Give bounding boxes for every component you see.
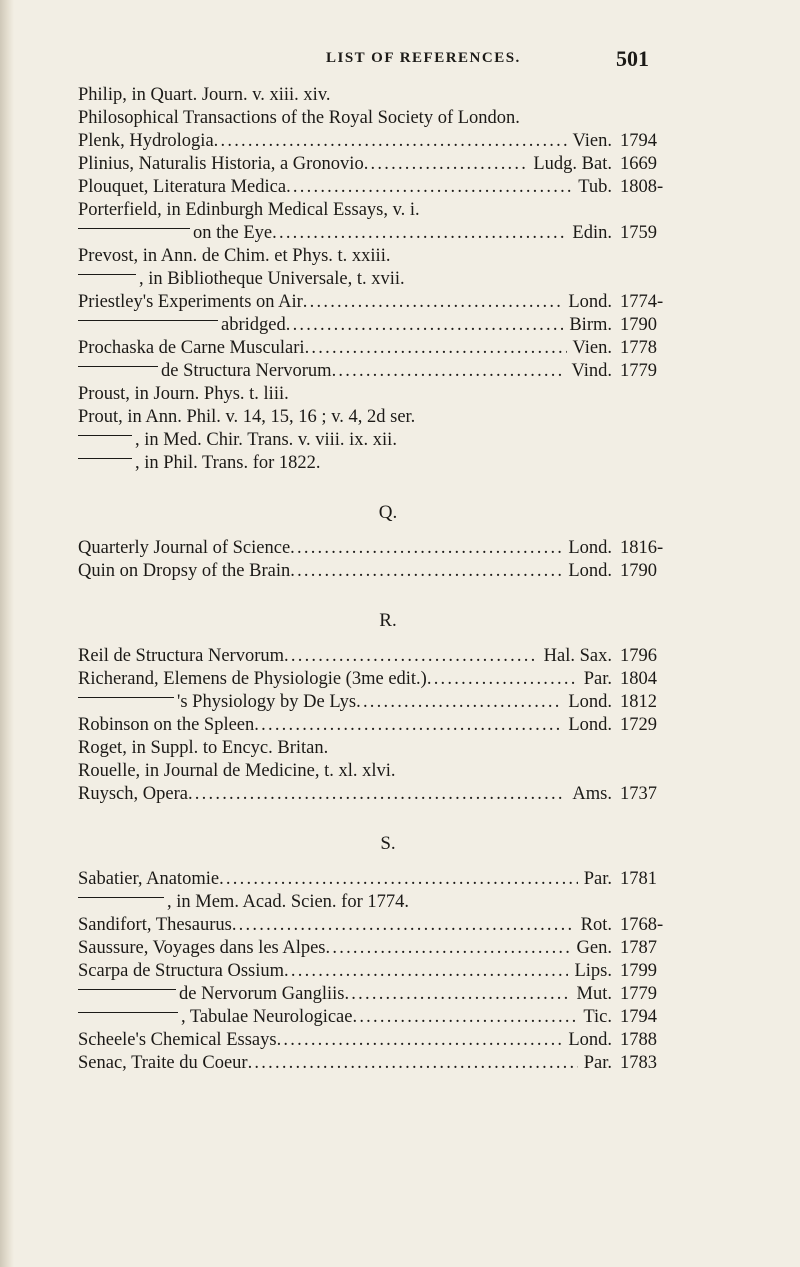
- reference-entry: [78, 337, 678, 360]
- reference-text: [78, 406, 415, 429]
- reference-text: [78, 714, 254, 737]
- dot-leader: [326, 937, 571, 960]
- reference-entry: [78, 760, 678, 783]
- reference-text: [78, 760, 396, 783]
- reference-title: Proust, in Journ. Phys. t. liii.: [78, 384, 289, 404]
- reference-entry: [78, 691, 678, 714]
- reference-text: [78, 668, 427, 691]
- publication-year: 1794: [620, 131, 657, 151]
- publication-year: 1781: [620, 869, 657, 889]
- reference-title: Scarpa de Structura Ossium: [78, 961, 285, 981]
- reference-text: [78, 1052, 248, 1075]
- reference-title: Prout, in Ann. Phil. v. 14, 15, 16 ; v. 4, 2d ser.: [78, 407, 416, 427]
- reference-entry: [78, 268, 678, 291]
- reference-entry: [78, 1052, 678, 1075]
- dot-leader: [284, 645, 538, 668]
- reference-entry: [78, 868, 678, 891]
- publication-place: Par.: [583, 1053, 612, 1073]
- reference-text: [78, 153, 364, 176]
- reference-title: Quarterly Journal of Science: [78, 538, 291, 558]
- page-binding-edge: [0, 0, 14, 1267]
- reference-title: Philip, in Quart. Journ. v. xiii. xiv.: [78, 85, 331, 105]
- reference-text: [78, 130, 214, 153]
- reference-text: [78, 337, 305, 360]
- reference-title: Plenk, Hydrologia: [78, 131, 214, 151]
- dot-leader: [290, 560, 562, 583]
- dot-leader: [284, 960, 568, 983]
- publication-year: 1790: [620, 315, 657, 335]
- reference-title: Ruysch, Opera: [78, 784, 188, 804]
- reference-entry: [78, 222, 678, 245]
- publication-year: 1783: [620, 1053, 657, 1073]
- dot-leader: [286, 176, 572, 199]
- reference-entry: [78, 84, 678, 107]
- dot-leader: [214, 130, 567, 153]
- section-letter-heading: S.: [380, 833, 396, 854]
- reference-entry: [78, 668, 678, 691]
- dot-leader: [352, 1006, 577, 1029]
- dot-leader: [356, 691, 562, 714]
- publication-year: 1774-: [620, 292, 664, 312]
- reference-title: Scheele's Chemical Essays: [78, 1030, 277, 1050]
- reference-title: Richerand, Elemens de Physiologie (3me edit.): [78, 669, 427, 689]
- ditto-dash: [78, 228, 190, 229]
- publication-place: Hal. Sax.: [543, 646, 612, 666]
- publication-place: Vien.: [572, 338, 612, 358]
- reference-text: [78, 360, 332, 383]
- reference-title: , Tabulae Neurologicae: [181, 1007, 353, 1027]
- reference-entry: [78, 199, 678, 222]
- ditto-dash: [78, 989, 176, 990]
- reference-text: [78, 452, 321, 475]
- dot-leader: [344, 983, 570, 1006]
- reference-text: [78, 937, 326, 960]
- publication-year: 1778: [620, 338, 657, 358]
- reference-list: [78, 84, 678, 1075]
- ditto-dash: [78, 274, 136, 275]
- publication-place: Gen.: [576, 938, 612, 958]
- dot-leader: [427, 668, 578, 691]
- reference-text: [78, 537, 290, 560]
- publication-place: Birm.: [569, 315, 612, 335]
- reference-entry: [78, 245, 678, 268]
- reference-entry: [78, 645, 678, 668]
- reference-title: Roget, in Suppl. to Encyc. Britan.: [78, 738, 329, 758]
- publication-place: Vind.: [571, 361, 612, 381]
- reference-entry: [78, 891, 678, 914]
- reference-title: Philosophical Transactions of the Royal Society of London.: [78, 108, 520, 128]
- reference-text: [78, 983, 344, 1006]
- reference-title: de Structura Nervorum: [161, 361, 332, 381]
- dot-leader: [254, 714, 562, 737]
- reference-entry: [78, 714, 678, 737]
- publication-place: Edin.: [572, 223, 612, 243]
- publication-year: 1812: [620, 692, 657, 712]
- reference-entry: [78, 360, 678, 383]
- publication-place: Lond.: [568, 715, 612, 735]
- reference-title: Reil de Structura Nervorum: [78, 646, 285, 666]
- reference-title: 's Physiology by De Lys: [177, 692, 357, 712]
- reference-entry: [78, 960, 678, 983]
- publication-place: Ludg. Bat.: [533, 154, 612, 174]
- publication-place: Par.: [583, 669, 612, 689]
- page-header: [0, 48, 800, 76]
- dot-leader: [219, 868, 578, 891]
- publication-year: 1790: [620, 561, 657, 581]
- publication-year: 1669: [620, 154, 657, 174]
- publication-place: Lond.: [568, 292, 612, 312]
- section-gap: [78, 583, 678, 597]
- publication-place: Mut.: [576, 984, 612, 1004]
- dot-leader: [272, 222, 566, 245]
- reference-entry: [78, 153, 678, 176]
- ditto-dash: [78, 697, 174, 698]
- section-letter-heading: R.: [379, 610, 397, 631]
- reference-text: [78, 645, 284, 668]
- reference-entry: [78, 560, 678, 583]
- reference-text: [78, 868, 219, 891]
- publication-year: 1779: [620, 984, 657, 1004]
- reference-entry: [78, 406, 678, 429]
- publication-place: Vien.: [572, 131, 612, 151]
- publication-year: 1804: [620, 669, 657, 689]
- reference-title: Senac, Traite du Coeur: [78, 1053, 248, 1073]
- reference-text: [78, 291, 303, 314]
- reference-text: [78, 107, 520, 130]
- publication-year: 1737: [620, 784, 657, 804]
- dot-leader: [188, 783, 566, 806]
- reference-title: , in Mem. Acad. Scien. for 1774.: [167, 892, 409, 912]
- dot-leader: [277, 1029, 563, 1052]
- publication-year: 1796: [620, 646, 657, 666]
- dot-leader: [248, 1052, 578, 1075]
- reference-entry: [78, 983, 678, 1006]
- reference-text: [78, 84, 331, 107]
- reference-title: Plouquet, Literatura Medica: [78, 177, 287, 197]
- publication-place: Par.: [583, 869, 612, 889]
- reference-text: [78, 1006, 352, 1029]
- publication-year: 1799: [620, 961, 657, 981]
- reference-text: [78, 737, 328, 760]
- reference-entry: [78, 383, 678, 406]
- reference-entry: [78, 107, 678, 130]
- reference-title: Quin on Dropsy of the Brain: [78, 561, 291, 581]
- reference-title: Sabatier, Anatomie: [78, 869, 220, 889]
- reference-entry: [78, 314, 678, 337]
- dot-leader: [303, 291, 563, 314]
- reference-entry: [78, 737, 678, 760]
- page-number: 501: [616, 46, 649, 71]
- publication-place: Ams.: [572, 784, 612, 804]
- reference-entry: [78, 176, 678, 199]
- reference-text: [78, 960, 284, 983]
- reference-title: , in Med. Chir. Trans. v. viii. ix. xii.: [135, 430, 397, 450]
- reference-entry: [78, 452, 678, 475]
- publication-place: Lond.: [568, 561, 612, 581]
- reference-text: [78, 314, 286, 337]
- reference-text: [78, 268, 405, 291]
- publication-place: Lond.: [568, 692, 612, 712]
- reference-title: , in Phil. Trans. for 1822.: [135, 453, 321, 473]
- reference-title: Rouelle, in Journal de Medicine, t. xl. xlvi.: [78, 761, 396, 781]
- reference-entry: [78, 1006, 678, 1029]
- publication-year: 1816-: [620, 538, 664, 558]
- publication-place: Lond.: [568, 1030, 612, 1050]
- reference-text: [78, 914, 232, 937]
- dot-leader: [290, 537, 562, 560]
- reference-entry: [78, 937, 678, 960]
- reference-title: de Nervorum Gangliis: [179, 984, 345, 1004]
- ditto-dash: [78, 1012, 178, 1013]
- reference-title: Saussure, Voyages dans les Alpes: [78, 938, 326, 958]
- reference-entry: [78, 429, 678, 452]
- reference-text: [78, 199, 420, 222]
- publication-year: 1729: [620, 715, 657, 735]
- reference-title: abridged: [221, 315, 286, 335]
- reference-text: [78, 383, 289, 406]
- publication-year: 1768-: [620, 915, 664, 935]
- publication-year: 1788: [620, 1030, 657, 1050]
- ditto-dash: [78, 366, 158, 367]
- publication-year: 1808-: [620, 177, 664, 197]
- reference-entry: [78, 1029, 678, 1052]
- publication-place: Tic.: [583, 1007, 612, 1027]
- reference-title: Prochaska de Carne Musculari: [78, 338, 305, 358]
- reference-text: [78, 429, 397, 452]
- publication-year: 1794: [620, 1007, 657, 1027]
- reference-title: Plinius, Naturalis Historia, a Gronovio: [78, 154, 364, 174]
- reference-title: Priestley's Experiments on Air: [78, 292, 303, 312]
- dot-leader: [286, 314, 564, 337]
- running-title: LIST OF REFERENCES.: [326, 50, 521, 66]
- reference-entry: [78, 130, 678, 153]
- reference-title: on the Eye: [193, 223, 273, 243]
- ditto-dash: [78, 897, 164, 898]
- publication-year: 1779: [620, 361, 657, 381]
- reference-entry: [78, 914, 678, 937]
- reference-text: [78, 245, 390, 268]
- reference-entry: [78, 291, 678, 314]
- dot-leader: [305, 337, 567, 360]
- reference-text: [78, 222, 272, 245]
- section-gap: [78, 806, 678, 820]
- dot-leader: [232, 914, 575, 937]
- reference-text: [78, 783, 188, 806]
- reference-title: Robinson on the Spleen: [78, 715, 255, 735]
- publication-year: 1759: [620, 223, 657, 243]
- reference-text: [78, 1029, 277, 1052]
- section-gap: [78, 475, 678, 489]
- ditto-dash: [78, 435, 132, 436]
- reference-title: Porterfield, in Edinburgh Medical Essays, v. i.: [78, 200, 420, 220]
- reference-text: [78, 560, 290, 583]
- publication-place: Lips.: [574, 961, 612, 981]
- publication-place: Tub.: [578, 177, 612, 197]
- reference-title: Sandifort, Thesaurus: [78, 915, 232, 935]
- ditto-dash: [78, 320, 218, 321]
- dot-leader: [364, 153, 528, 176]
- reference-entry: [78, 783, 678, 806]
- reference-text: [78, 691, 356, 714]
- publication-place: Lond.: [568, 538, 612, 558]
- reference-text: [78, 891, 409, 914]
- reference-title: , in Bibliotheque Universale, t. xvii.: [139, 269, 405, 289]
- reference-text: [78, 176, 286, 199]
- section-letter-heading: Q.: [378, 502, 398, 523]
- reference-title: Prevost, in Ann. de Chim. et Phys. t. xxiii.: [78, 246, 391, 266]
- dot-leader: [332, 360, 566, 383]
- publication-place: Rot.: [580, 915, 612, 935]
- reference-entry: [78, 537, 678, 560]
- publication-year: 1787: [620, 938, 657, 958]
- ditto-dash: [78, 458, 132, 459]
